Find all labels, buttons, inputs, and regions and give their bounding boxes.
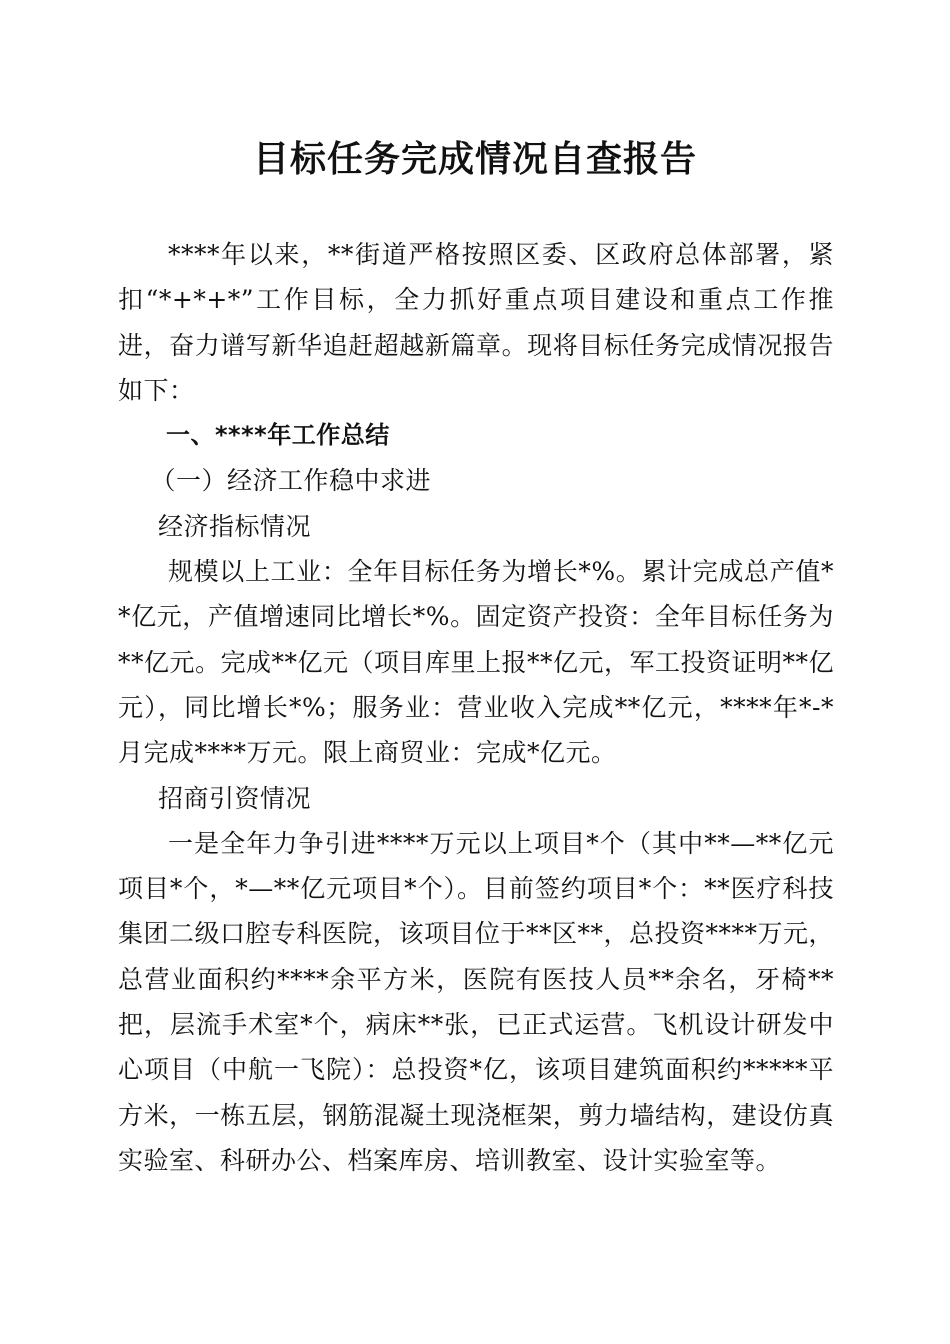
intro-paragraph: ****年以来，**街道严格按照区委、区政府总体部署，紧扣“*+*+*”工作目标，全力抓好重点项目建设和重点工作推进，奋力谱写新华追赶超越新篇章。现将目标任务完成情况报告如下： bbox=[118, 240, 834, 405]
section-heading-work-summary: 一、****年工作总结 bbox=[166, 421, 390, 450]
investment-paragraph: 一是全年力争引进****万元以上项目*个（其中**—**亿元项目*个，*—**亿元项目*个）。目前签约项目*个：**医疗科技集团二级口腔专科医院，该项目位于**区**，总投资****万元，总营业面积约****余平方米，医院有医技人员**余名，牙椅**把，层流手术室*个，病床**张，已正式运营。飞机设计研发中心项目（中航一飞院）：总投资*亿，该项目建筑面积约*****平方米，一栋五层，钢筋混凝土现浇框架，剪力墙结构，建设仿真实验室、科研办公、档案库房、培训教室、设计实验室等。 bbox=[118, 828, 835, 1175]
sub-heading-investment: 招商引资情况 bbox=[158, 783, 312, 813]
document-body bbox=[118, 232, 834, 1183]
subsection-heading-economy: （一）经济工作稳中求进 bbox=[150, 466, 432, 496]
sub-heading-economic-indicators: 经济指标情况 bbox=[158, 511, 312, 541]
document-title: 目标任务完成情况自查报告 bbox=[252, 138, 697, 180]
economy-paragraph: 规模以上工业：全年目标任务为增长*%。累计完成总产值**亿元，产值增速同比增长*%。固定资产投资：全年目标任务为**亿元。完成**亿元（项目库里上报**亿元，军工投资证明**亿元），同比增长*%；服务业：营业收入完成**亿元，****年*-*月完成****万元。限上商贸业：完成*亿元。 bbox=[118, 557, 835, 768]
